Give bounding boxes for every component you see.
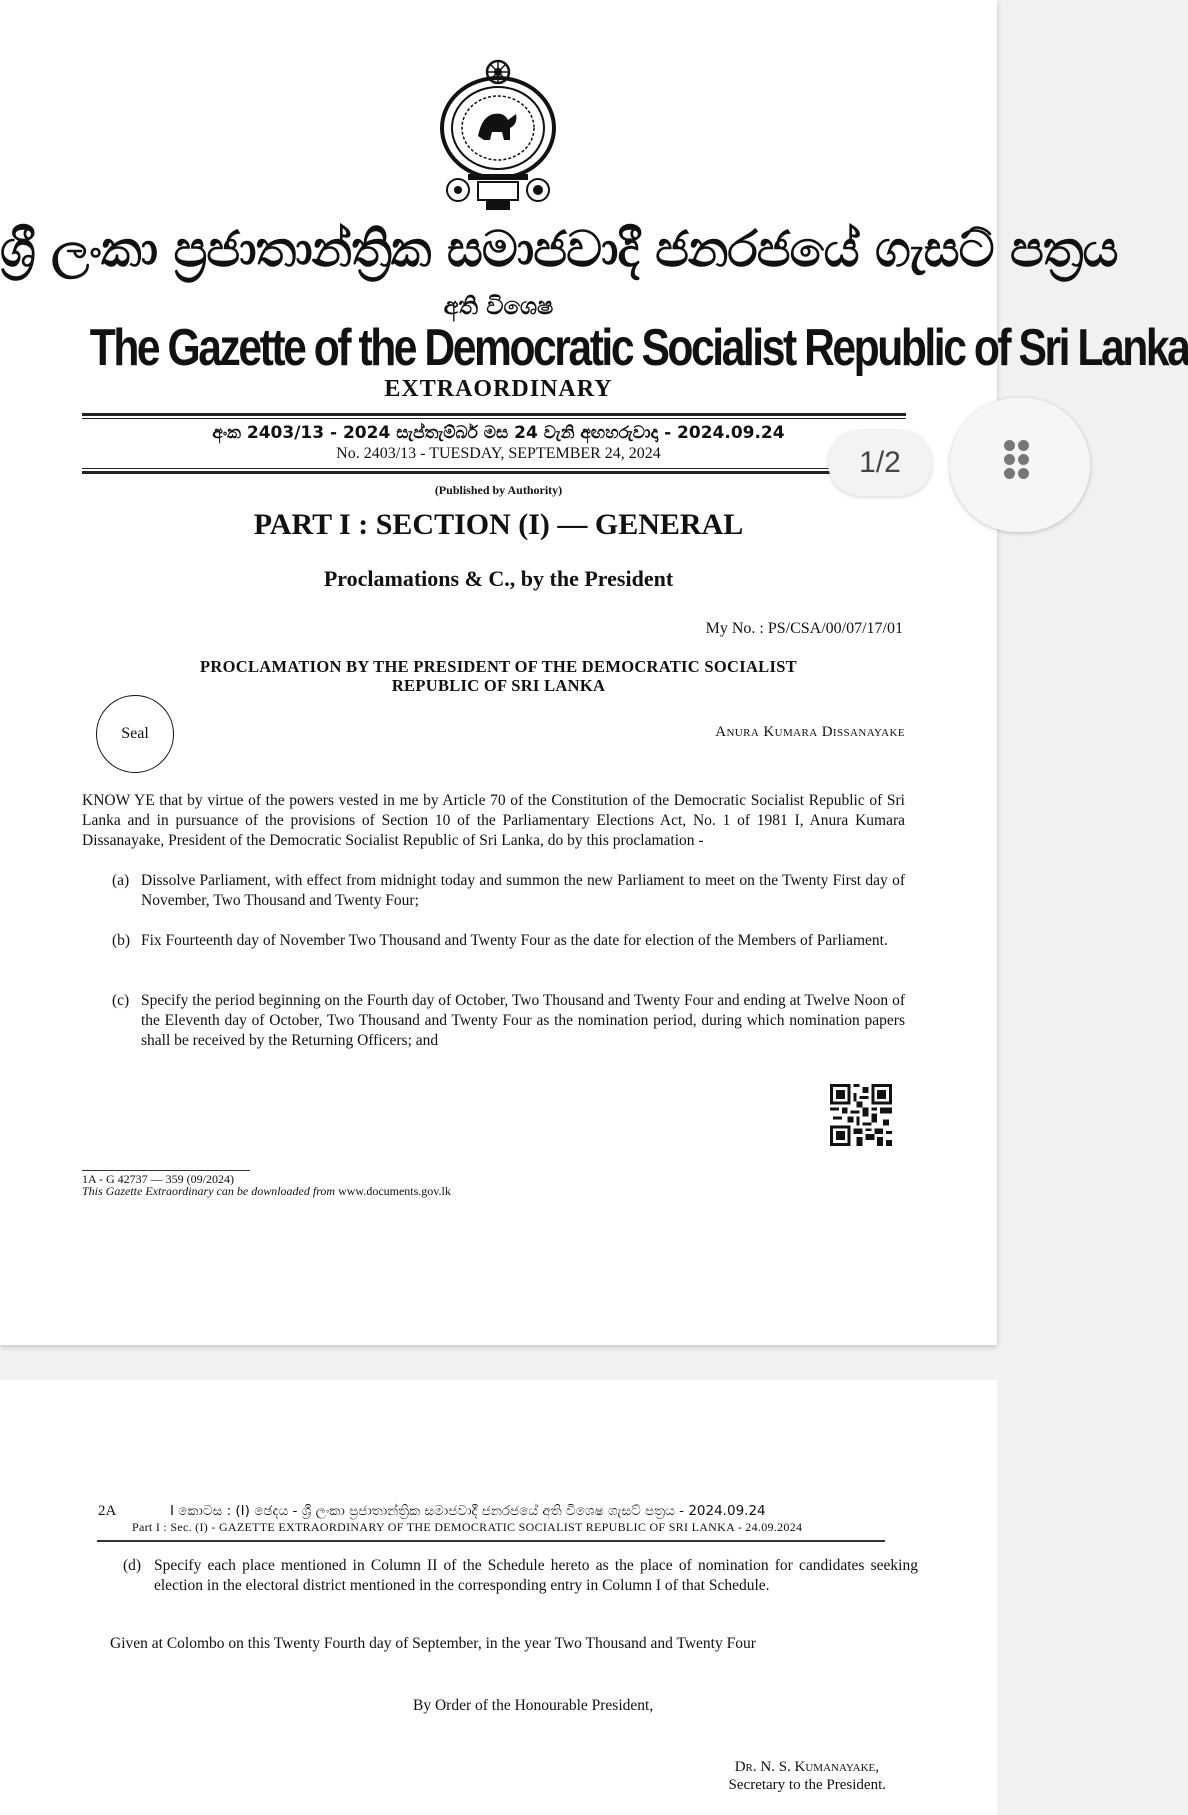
- header-rule-bottom: [82, 471, 906, 474]
- list-item-text: Specify each place mentioned in Column II of the Schedule hereto as the place of nomination for candidates seeking election in the electoral district mentioned in the corresponding entry in Column I of that Schedule.: [154, 1557, 918, 1594]
- published-by-authority: (Published by Authority): [434, 483, 563, 497]
- list-item-text: Fix Fourteenth day of November Two Thousand and Twenty Four as the date for election of the Members of Parliament.: [141, 932, 888, 949]
- given-at-line: Given at Colombo on this Twenty Fourth day of September, in the year Two Thousand and Twenty Four: [110, 1635, 756, 1652]
- dateline-english: No. 2403/13 - TUESDAY, SEPTEMBER 24, 2024: [336, 445, 661, 462]
- footer-download-url[interactable]: www.documents.gov.lk: [338, 1184, 451, 1198]
- gazette-subtitle-sinhala: අති විශෙෂ: [443, 292, 554, 320]
- gazette-page-2: [0, 1380, 997, 1815]
- viewer-menu-button[interactable]: [950, 398, 1090, 532]
- list-item-b: [112, 931, 905, 951]
- footer-download-text: This Gazette Extraordinary can be downloaded from: [82, 1184, 336, 1198]
- proclamation-heading-line-2: REPUBLIC OF SRI LANKA: [391, 676, 606, 695]
- gazette-title-sinhala: ශ්‍රී ලංකා ප්‍රජාතාන්ත්‍රික සමාජවාදී ජනරජයේ ගැසට් පත්‍රය: [0, 220, 1118, 278]
- page-2-header-rule: [97, 1540, 885, 1542]
- list-item-d: [123, 1556, 918, 1596]
- seal-circle: [96, 695, 174, 773]
- header-rule-bottom-thin: [82, 468, 906, 469]
- page-2-header-sinhala: I කොටස : (I) ඡෙදය - ශ්‍රී ලංකා ප්‍රජාතාන්ත්‍රික සමාජවාදී ජනරජයේ අති විශෙෂ ගැසට් පත්‍රය - 2024.09.24: [170, 1503, 766, 1519]
- list-item-text: Dissolve Parliament, with effect from midnight today and summon the new Parliament to meet on the Twenty First day of November, Two Thousand and Twenty Four;: [141, 872, 905, 909]
- proclamations-heading: Proclamations & C., by the President: [323, 566, 674, 591]
- page-2-header-english: Part I : Sec. (I) - GAZETTE EXTRAORDINARY OF THE DEMOCRATIC SOCIALIST REPUBLIC OF SRI LANKA - 24.09.2024: [132, 1520, 803, 1534]
- proclamation-heading: [0, 657, 997, 695]
- page-2-number: 2A: [98, 1503, 117, 1519]
- list-item-label: (d): [123, 1557, 142, 1574]
- sri-lanka-emblem-icon: [438, 56, 558, 212]
- list-item-text: Specify the period beginning on the Fourth day of October, Two Thousand and Twenty Four and ending at Twelve Noon of the Eleventh day of October, Two Thousand and Twenty Four as the nomination period, during which nomination papers shall be received by the Returning Officers; and: [141, 992, 905, 1049]
- signatory-name: Dr. N. S. Kumanayake,: [734, 1759, 879, 1775]
- footer-download-note: [82, 1184, 451, 1199]
- president-name: Anura Kumara Dissanayake: [715, 724, 905, 740]
- signatory-title: Secretary to the President.: [728, 1777, 886, 1793]
- list-item-label: (c): [112, 992, 130, 1009]
- extraordinary-label: EXTRAORDINARY: [384, 376, 613, 402]
- know-ye-paragraph: KNOW YE that by virtue of the powers vested in me by Article 70 of the Constitution of the Democratic Socialist Republic of Sri Lanka and in pursuance of the provisions of Section 10 of the Parliamentary Elections Act, No. 1 of 1981 I, Anura Kumara Dissanayake, President of the Democratic Socialist Republic of Sri Lanka, do by this proclamation -: [82, 792, 905, 849]
- header-rule-top-thin: [82, 418, 906, 419]
- by-order-line: By Order of the Honourable President,: [413, 1697, 654, 1714]
- list-item-label: (b): [112, 932, 131, 949]
- list-item-label: (a): [112, 872, 130, 889]
- dateline-sinhala: අංක 2403/13 - 2024 සැප්තැම්බර් මස 24 වැනි අඟහරුවාදා - 2024.09.24: [212, 423, 785, 443]
- proclamation-heading-line-1: PROCLAMATION BY THE PRESIDENT OF THE DEMOCRATIC SOCIALIST: [200, 657, 797, 676]
- reference-number: My No. : PS/CSA/00/07/17/01: [705, 620, 903, 637]
- footer-gazette-code: 1A - G 42737 — 359 (09/2024): [82, 1170, 250, 1187]
- list-item-a: [112, 871, 905, 911]
- page-indicator[interactable]: 1/2: [828, 430, 932, 496]
- seal-label: Seal: [121, 725, 149, 742]
- grip-dots-icon: [1004, 440, 1029, 479]
- header-rule-top: [82, 413, 906, 416]
- gazette-title-english: The Gazette of the Democratic Socialist Republic of Sri Lanka: [89, 319, 1188, 377]
- part-heading: PART I : SECTION (I) — GENERAL: [253, 508, 744, 541]
- qr-code-icon: [830, 1084, 892, 1146]
- list-item-c: [112, 991, 905, 1051]
